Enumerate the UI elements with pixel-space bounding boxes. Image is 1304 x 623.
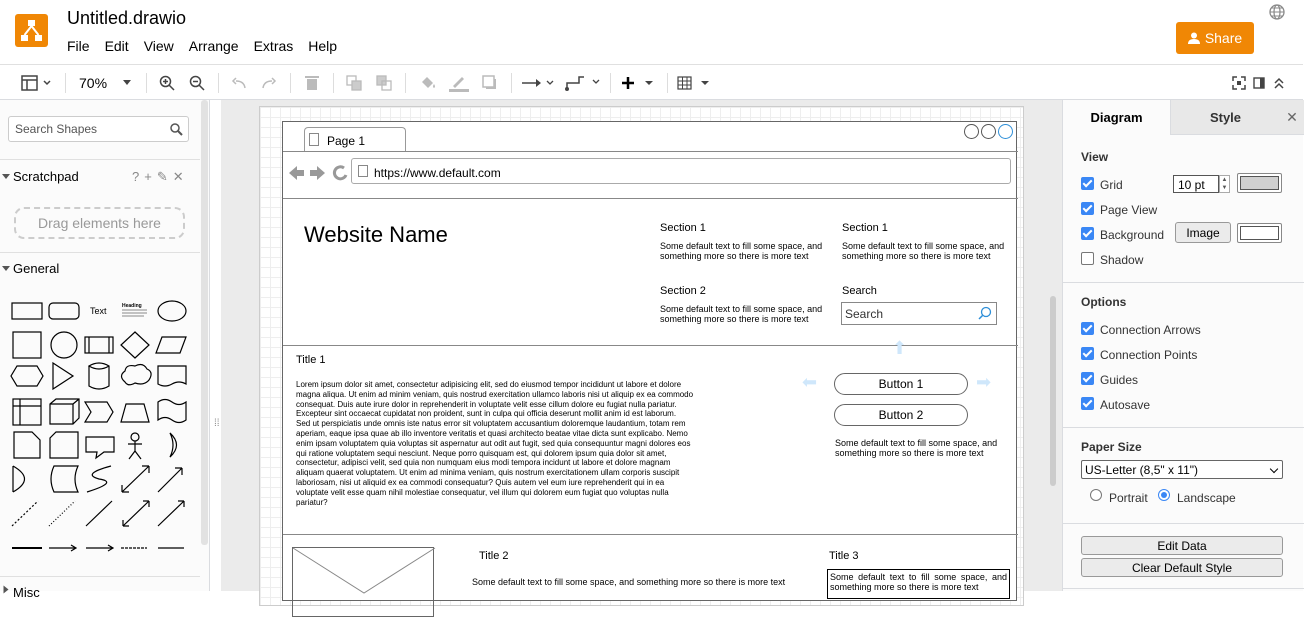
triangle-shape (53, 363, 73, 389)
undo-icon[interactable] (228, 65, 250, 101)
section-1-title: Section 1 (660, 222, 706, 234)
autosave-checkbox[interactable] (1081, 397, 1094, 410)
mockup-url: https://www.default.com (374, 166, 501, 180)
edit-data-button[interactable]: Edit Data (1081, 536, 1283, 555)
title-2-text: Some default text to fill some space, and something more so there is more text (472, 577, 786, 587)
hexagon-shape (11, 366, 43, 386)
parallelogram-shape (156, 337, 186, 353)
menu-extras[interactable]: Extras (253, 38, 294, 54)
chevron-down-icon (2, 174, 10, 179)
tab-style[interactable]: Style (1170, 100, 1280, 135)
section-1-text: Some default text to fill some space, and something more so there is more text (660, 241, 823, 261)
title-1: Title 1 (296, 354, 326, 366)
background-color-button[interactable] (1237, 223, 1282, 243)
shapes-scrollbar[interactable] (201, 100, 208, 545)
mockup-tab-label: Page 1 (327, 134, 366, 148)
or-shape (170, 433, 177, 457)
note-shape (14, 432, 40, 458)
heading-shape-label: Heading (122, 303, 142, 309)
insert-icon[interactable] (620, 65, 658, 101)
data-storage-shape (51, 466, 78, 492)
process-inner (89, 337, 109, 353)
ellipse-shape (158, 301, 186, 321)
search-shapes-placeholder: Search Shapes (15, 122, 98, 136)
close-icon[interactable]: ✕ (1280, 100, 1304, 135)
window-circle-icon (998, 124, 1013, 139)
rounded-rectangle-shape (49, 303, 79, 319)
misc-header[interactable] (0, 579, 200, 607)
menu-edit[interactable]: Edit (104, 38, 129, 54)
arrow-left-icon[interactable]: ⬅ (802, 372, 818, 392)
arrow-line-2-shape (86, 545, 113, 551)
drawio-logo-icon[interactable] (15, 14, 48, 47)
add-icon[interactable]: + (144, 169, 152, 184)
page-icon (309, 133, 319, 146)
arrow-shape (158, 468, 182, 492)
line-shape (86, 501, 112, 526)
scratchpad-drop-zone[interactable] (14, 207, 185, 239)
search-icon[interactable] (170, 123, 183, 136)
dotted-line-shape (49, 501, 75, 526)
lorem-ipsum-text: Lorem ipsum dolor sit amet, consectetur adipisicing elit, sed do eiusmod tempor incididunt ut labore et dolore magna aliqua. Ut enim ad minim veniam, quis nostrud exercitation ullamco laboris nisi ut aliquip ex ea commodo consequat. Duis aute irure dolor in reprehenderit in voluptate velit esse cillum dolore eu fugiat nulla pariatur. Excepteur sint occaecat cupidatat non proident, sunt in culpa qui officia deserunt mollit anim id est laborum. Sed ut perspiciatis unde omnis iste natus error sit voluptatem accusantium doloremque laudantium, totam rem aperiam, eaque ipsa quae ab illo inventore veritatis et quasi architecto beatae vitae dicta sunt explicabo. Nemo enim ipsam voluptatem quia voluptas sit aspernatur aut odit aut fugit, sed quia consequuntur magni dolores eos qui ratione voluptatem sequi nesciunt. Neque porro quisquam est, qui dolorem ipsum quia dolor sit amet, consectetur, adipisci velit, sed quia non numquam eius modi tempora incidunt ut labore et dolore magnam aliquam quaerat voluptatem. Ut enim ad minima veniam, quis nostrum exercitationem ullam corporis suscipit laboriosam, nisi ut aliquid ex ea commodi consequatur? Quis autem vel eum iure reprehenderit qui in ea voluptate velit esse quam nihil molestiae consequatur, vel illum qui dolorem eum fugiat quo voluptas nulla pariatur? (296, 380, 694, 507)
background-label: Background (1100, 228, 1165, 242)
grid-color-swatch (1240, 176, 1279, 190)
fullscreen-icon[interactable] (1230, 65, 1248, 101)
mockup-search-input[interactable] (841, 302, 997, 325)
globe-icon[interactable] (1268, 3, 1286, 26)
portrait-radio[interactable] (1090, 489, 1102, 501)
image-placeholder (292, 547, 434, 617)
collapse-icon[interactable] (1270, 65, 1288, 101)
title-2: Title 2 (479, 550, 509, 562)
page-view-checkbox[interactable] (1081, 202, 1094, 215)
canvas-scrollbar[interactable] (1050, 296, 1056, 486)
card-shape (50, 432, 78, 458)
waypoints-icon[interactable] (563, 65, 603, 101)
page-view-label: Page View (1100, 203, 1158, 217)
callout-shape (86, 437, 114, 458)
landscape-label: Landscape (1177, 491, 1236, 505)
step-shape (85, 402, 113, 422)
general-header[interactable] (0, 255, 200, 283)
fill-color-icon[interactable] (416, 65, 440, 101)
grid-size-stepper[interactable]: ▲ ▼ (1219, 175, 1230, 193)
guides-checkbox[interactable] (1081, 372, 1094, 385)
browser-mockup-shape[interactable] (282, 121, 1017, 601)
mockup-tab[interactable] (304, 127, 406, 152)
grid-color-button[interactable] (1237, 173, 1282, 193)
mockup-url-bar[interactable] (351, 158, 1011, 184)
connection-points-checkbox[interactable] (1081, 347, 1094, 360)
connection-arrows-label: Connection Arrows (1100, 323, 1201, 337)
section-2-text: Some default text to fill some space, and something more so there is more text (660, 304, 823, 324)
connection-arrows-checkbox[interactable] (1081, 322, 1094, 335)
grid-label: Grid (1100, 178, 1123, 192)
to-back-icon[interactable] (373, 65, 395, 101)
menu-help[interactable]: Help (308, 38, 338, 54)
menu-arrange[interactable]: Arrange (188, 38, 239, 54)
actor-shape (128, 433, 142, 459)
connection-points-label: Connection Points (1100, 348, 1198, 362)
mockup-button-1[interactable]: Button 1 (834, 373, 968, 395)
connection-style-icon[interactable] (520, 65, 556, 101)
internal-storage-shape (13, 399, 41, 425)
delete-icon[interactable] (301, 65, 323, 101)
title-bar (0, 0, 1303, 64)
search-shapes-input[interactable] (8, 116, 189, 142)
clear-default-style-button[interactable]: Clear Default Style (1081, 558, 1283, 577)
format-panel-toggle[interactable] (18, 65, 54, 101)
panel-toggle-icon[interactable] (1250, 65, 1268, 101)
refresh-icon (334, 167, 346, 179)
trapezoid-shape (121, 404, 149, 422)
user-icon (1188, 32, 1200, 44)
table-icon[interactable] (676, 65, 712, 101)
paper-size-select[interactable]: US-Letter (8,5" x 11") (1081, 460, 1283, 479)
section-2-title: Section 2 (660, 285, 706, 297)
autosave-label: Autosave (1100, 398, 1151, 412)
misc-label: Misc (13, 585, 40, 600)
general-label: General (13, 261, 60, 276)
window-circle-icon (981, 124, 996, 139)
help-icon[interactable]: ? (132, 169, 140, 184)
arrow-up-icon[interactable]: ⬆ (892, 338, 908, 358)
search-icon (978, 306, 992, 320)
toolbar (0, 64, 1303, 100)
scratchpad-label: Scratchpad (13, 169, 79, 184)
zoom-level[interactable]: 70% (79, 75, 108, 91)
cylinder-shape (89, 363, 109, 389)
menu-file[interactable]: File (67, 38, 90, 54)
section-1b-text: Some default text to fill some space, and something more so there is more text (842, 241, 1005, 261)
square-shape (13, 332, 41, 358)
grid-size-input[interactable]: 10 pt (1173, 175, 1219, 193)
paper-size-header: Paper Size (1081, 440, 1142, 454)
search-title: Search (842, 285, 877, 297)
to-front-icon[interactable] (343, 65, 365, 101)
bidirectional-connector-shape (123, 501, 149, 526)
cube-shape (50, 399, 79, 424)
grid-checkbox[interactable] (1081, 177, 1094, 190)
menu-bar (67, 38, 352, 54)
dashed-line-shape (12, 501, 38, 526)
chevron-down-icon (2, 266, 10, 271)
document-title[interactable]: Untitled.drawio (67, 8, 187, 28)
forward-arrow-icon (310, 166, 325, 180)
zoom-out-icon[interactable] (186, 65, 208, 101)
diamond-shape (121, 332, 149, 358)
section-1b-title: Section 1 (842, 222, 888, 234)
share-button[interactable] (1176, 22, 1254, 54)
shadow-icon[interactable] (478, 65, 502, 101)
title-3: Title 3 (829, 550, 859, 562)
image-button[interactable]: Image (1175, 222, 1231, 243)
browser-nav-icons (289, 164, 351, 182)
tape-shape (158, 400, 186, 423)
mockup-search-placeholder: Search (845, 307, 884, 321)
mockup-button-2[interactable]: Button 2 (834, 404, 968, 426)
shadow-checkbox[interactable] (1081, 252, 1094, 265)
landscape-radio[interactable] (1158, 489, 1170, 501)
menu-view[interactable]: View (143, 38, 174, 54)
back-arrow-icon (289, 166, 304, 180)
line-color-icon[interactable] (447, 65, 471, 101)
bidirectional-arrow-shape (122, 466, 149, 492)
title-3-text: Some default text to fill some space, and something more so there is more text (827, 569, 1010, 599)
zoom-dropdown-icon[interactable] (118, 65, 136, 101)
website-name: Website Name (304, 222, 448, 247)
shadow-label: Shadow (1100, 253, 1144, 267)
scratchpad-actions (132, 169, 184, 185)
zoom-in-icon[interactable] (156, 65, 178, 101)
curve-shape (87, 466, 111, 492)
delay-shape (13, 466, 25, 492)
directional-connector-shape (158, 501, 184, 526)
portrait-label: Portrait (1109, 491, 1148, 505)
layout-icon (21, 75, 51, 91)
options-header: Options (1081, 295, 1127, 309)
buttons-text: Some default text to fill some space, and something more so there is more text (835, 438, 998, 458)
close-icon[interactable]: ✕ (172, 169, 184, 184)
panel-splitter-icon[interactable]: ⁞⁞ (214, 418, 220, 429)
url-page-icon (358, 165, 368, 177)
text-shape-label: Text (90, 306, 107, 316)
guides-label: Guides (1100, 373, 1139, 387)
redo-icon[interactable] (258, 65, 280, 101)
rectangle-shape (12, 303, 42, 319)
general-shapes-grid[interactable] (8, 296, 193, 546)
background-checkbox[interactable] (1081, 227, 1094, 240)
drag-hint: Drag elements here (38, 215, 161, 231)
circle-shape (51, 332, 77, 358)
format-panel (1062, 100, 1303, 591)
background-color-swatch (1240, 226, 1279, 240)
arrow-line-shape (49, 545, 76, 551)
document-shape (158, 366, 186, 386)
arrow-right-icon[interactable]: ➡ (976, 372, 992, 392)
edit-icon[interactable]: ✎ (156, 169, 168, 184)
share-label: Share (1204, 30, 1243, 46)
window-circle-icon (964, 124, 979, 139)
cloud-shape (122, 365, 152, 385)
view-header: View (1081, 150, 1109, 164)
chevron-right-icon (4, 586, 9, 594)
tab-diagram[interactable]: Diagram (1063, 100, 1170, 135)
